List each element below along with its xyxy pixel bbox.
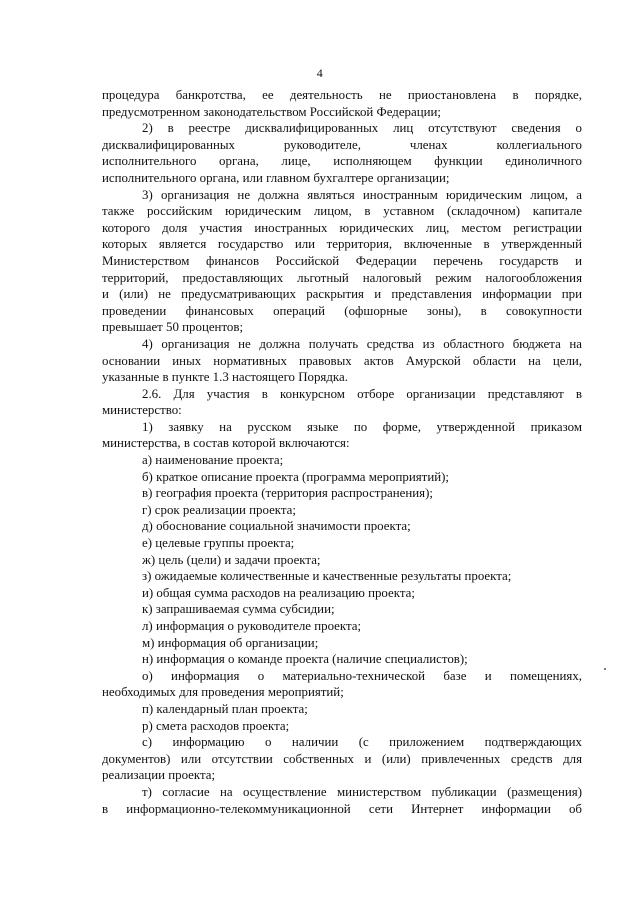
text-line: 4) организация не должна получать средства из областного бюджета на [142, 336, 582, 351]
page-number: 4 [316, 66, 324, 80]
text-line: с) информацию о наличии (с приложением подтверждающих [142, 735, 582, 750]
text-line: основании иных нормативных правовых актов Амурской области на цели, [102, 353, 582, 368]
text-line: д) обоснование социальной значимости проекта; [142, 519, 411, 534]
text-line: территорий, предоставляющих льготный налоговый режим налогообложения [102, 270, 582, 285]
text-line: н) информация о команде проекта (наличие специалистов); [142, 652, 468, 667]
text-line: предусмотренном законодательством Российской Федерации; [102, 104, 441, 119]
text-line: указанные в пункте 1.3 настоящего Порядка. [102, 370, 348, 385]
text-line: также российским юридическим лицом, в уставном (складочном) капитале [102, 204, 582, 219]
text-line: исполнительного органа, лице, исполняющем функции единоличного [102, 154, 582, 169]
text-line: необходимых для проведения мероприятий; [102, 685, 344, 700]
text-line: б) краткое описание проекта (программа мероприятий); [142, 469, 449, 484]
text-line: процедура банкротства, ее деятельность не приостановлена в порядке, [102, 88, 582, 102]
text-line: р) смета расходов проекта; [142, 718, 290, 733]
text-line: превышает 50 процентов; [102, 320, 244, 335]
text-line: п) календарный план проекта; [142, 701, 308, 716]
text-line: в информационно-телекоммуникационной сети Интернет информации об [102, 801, 582, 816]
text-line: 2.6. Для участия в конкурсном отборе организации представляют в [142, 386, 582, 401]
text-line: министерство: [102, 403, 182, 418]
text-line: 2) в реестре дисквалифицированных лиц отсутствуют сведения о [142, 121, 582, 136]
text-line: з) ожидаемые количественные и качественные результаты проекта; [142, 569, 512, 584]
text-line: г) срок реализации проекта; [142, 502, 296, 517]
scan-speck [604, 668, 606, 670]
text-line: исполнительного органа, или главном бухгалтере организации; [102, 170, 450, 185]
text-line: т) согласие на осуществление министерством публикации (размещения) [142, 784, 582, 799]
text-line: а) наименование проекта; [142, 453, 284, 468]
document-body [102, 87, 582, 817]
text-line: дисквалифицированных руководителе, членах коллегиального [102, 137, 582, 152]
text-line: е) целевые группы проекта; [142, 536, 295, 551]
text-line: документов) или отсутствии собственных и (или) привлеченных средств для [102, 751, 582, 766]
text-line: проведении финансовых операций (офшорные зоны), в совокупности [102, 303, 582, 318]
text-line: и (или) не предусматривающих раскрытия и представления информации при [102, 287, 582, 302]
text-line: 3) организация не должна являться иностранным юридическим лицом, а [142, 187, 582, 202]
text-line: о) информация о материально-технической базе и помещениях, [142, 668, 582, 683]
text-line: министерства, в состав которой включаются: [102, 436, 350, 451]
text-line: м) информация об организации; [142, 635, 319, 650]
text-line: которого доля участия иностранных юридических лиц, местом регистрации [102, 220, 582, 235]
text-line: в) география проекта (территория распространения); [142, 486, 433, 501]
text-line: реализации проекта; [102, 768, 216, 783]
text-line: л) информация о руководителе проекта; [142, 619, 362, 633]
text-line: к) запрашиваемая сумма субсидии; [142, 602, 335, 617]
text-line: 1) заявку на русском языке по форме, утвержденной приказом [142, 419, 582, 434]
text-line: которых является государство или территория, включенные в утвержденный [102, 237, 582, 252]
text-line: ж) цель (цели) и задачи проекта; [142, 552, 321, 567]
text-line: Министерством финансов Российской Федерации перечень государств и [102, 253, 582, 268]
text-line: и) общая сумма расходов на реализацию проекта; [142, 585, 415, 600]
